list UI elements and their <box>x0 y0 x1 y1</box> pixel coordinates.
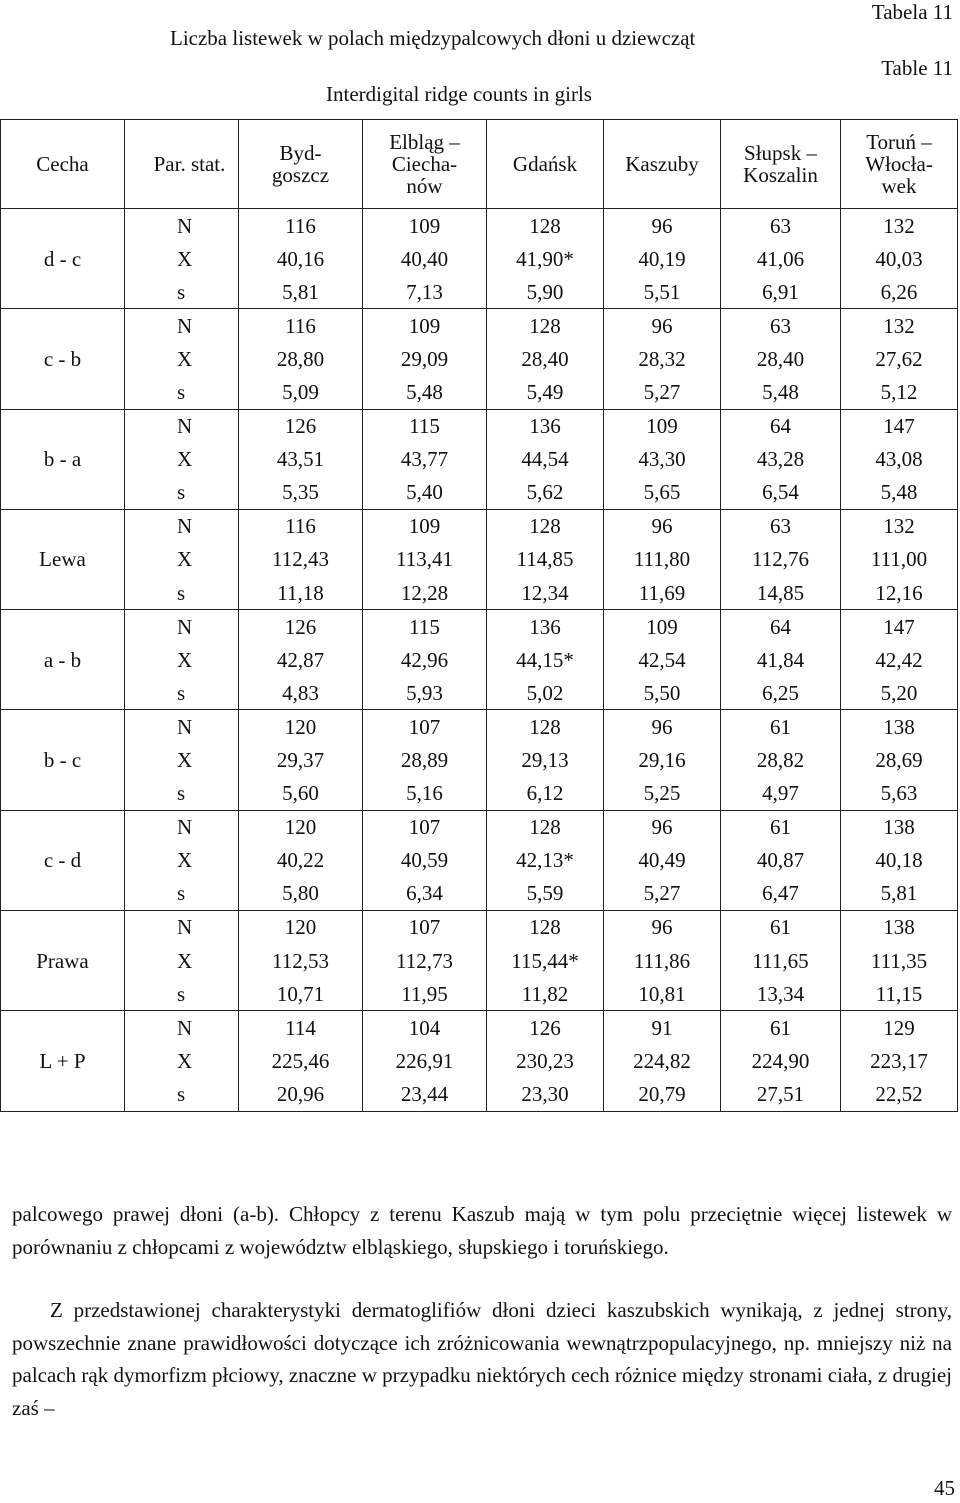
value-cell: 5,65 <box>604 476 721 510</box>
value-cell: 96 <box>604 509 721 543</box>
value-cell: 5,60 <box>239 777 363 811</box>
table-header-row <box>1 120 958 209</box>
table-row <box>1 1077 958 1111</box>
value-cell: 10,81 <box>604 977 721 1011</box>
value-cell: 224,90 <box>721 1044 841 1077</box>
value-cell: 28,40 <box>487 342 604 375</box>
stat-parameter-cell: N <box>125 209 239 243</box>
ridge-count-table <box>0 119 958 1112</box>
value-cell: 29,13 <box>487 744 604 777</box>
stat-parameter-cell: N <box>125 1011 239 1045</box>
stat-parameter-cell: X <box>125 242 239 275</box>
value-cell: 28,69 <box>841 744 958 777</box>
value-cell: 64 <box>721 610 841 644</box>
value-cell: 42,87 <box>239 643 363 676</box>
stat-parameter-cell: s <box>125 877 239 911</box>
value-cell: 112,73 <box>363 944 487 977</box>
value-cell: 5,27 <box>604 375 721 409</box>
body-paragraph-2: Z przedstawionej charakterystyki dermatoglifiów dłoni dzieci kaszubskich wynikają, z jednej strony, powszechnie znane prawidłowości dotyczące ich zróżnicowania wewnątrzpopulacyjnego, np. mniejszy niż na palcach rąk dymorfizm płciowy, znaczne w przypadku niektórych cech różnice między stronami ciała, z drugiej zaś – <box>12 1298 952 1420</box>
value-cell: 5,48 <box>721 375 841 409</box>
value-cell: 128 <box>487 810 604 844</box>
value-cell: 109 <box>363 209 487 243</box>
value-cell: 40,59 <box>363 844 487 877</box>
value-cell: 42,54 <box>604 643 721 676</box>
table-row <box>1 610 958 644</box>
value-cell: 5,51 <box>604 275 721 309</box>
value-cell: 44,15* <box>487 643 604 676</box>
value-cell: 226,91 <box>363 1044 487 1077</box>
value-cell: 116 <box>239 209 363 243</box>
trait-cell: b - c <box>1 710 125 810</box>
value-cell: 116 <box>239 509 363 543</box>
stat-parameter-cell: N <box>125 910 239 944</box>
value-cell: 40,22 <box>239 844 363 877</box>
value-cell: 4,97 <box>721 777 841 811</box>
value-cell: 28,40 <box>721 342 841 375</box>
value-cell: 22,52 <box>841 1077 958 1111</box>
table-row <box>1 209 958 243</box>
table-row <box>1 242 958 275</box>
value-cell: 41,90* <box>487 242 604 275</box>
value-cell: 5,09 <box>239 375 363 409</box>
table-row <box>1 1044 958 1077</box>
page-number: 45 <box>934 1476 955 1500</box>
value-cell: 5,48 <box>841 476 958 510</box>
value-cell: 5,93 <box>363 676 487 710</box>
value-cell: 109 <box>604 409 721 443</box>
value-cell: 6,12 <box>487 777 604 811</box>
value-cell: 29,09 <box>363 342 487 375</box>
value-cell: 96 <box>604 209 721 243</box>
value-cell: 114,85 <box>487 543 604 576</box>
value-cell: 10,71 <box>239 977 363 1011</box>
value-cell: 5,80 <box>239 877 363 911</box>
value-cell: 6,26 <box>841 275 958 309</box>
value-cell: 23,44 <box>363 1077 487 1111</box>
value-cell: 6,34 <box>363 877 487 911</box>
stat-parameter-cell: X <box>125 844 239 877</box>
value-cell: 42,96 <box>363 643 487 676</box>
table-row <box>1 309 958 343</box>
value-cell: 5,50 <box>604 676 721 710</box>
value-cell: 43,51 <box>239 443 363 476</box>
table-row <box>1 744 958 777</box>
trait-cell: Prawa <box>1 910 125 1010</box>
value-cell: 5,35 <box>239 476 363 510</box>
value-cell: 138 <box>841 810 958 844</box>
value-cell: 224,82 <box>604 1044 721 1077</box>
value-cell: 6,25 <box>721 676 841 710</box>
value-cell: 230,23 <box>487 1044 604 1077</box>
value-cell: 11,82 <box>487 977 604 1011</box>
value-cell: 29,37 <box>239 744 363 777</box>
stat-parameter-cell: X <box>125 342 239 375</box>
value-cell: 96 <box>604 810 721 844</box>
value-cell: 64 <box>721 409 841 443</box>
stat-parameter-cell: s <box>125 676 239 710</box>
header-slupsk-koszalin: Słupsk – Koszalin <box>721 120 841 209</box>
trait-cell: c - b <box>1 309 125 409</box>
table-row <box>1 676 958 710</box>
value-cell: 40,19 <box>604 242 721 275</box>
value-cell: 12,16 <box>841 576 958 610</box>
value-cell: 43,77 <box>363 443 487 476</box>
value-cell: 107 <box>363 710 487 744</box>
stat-parameter-cell: X <box>125 443 239 476</box>
value-cell: 128 <box>487 509 604 543</box>
stat-parameter-cell: s <box>125 275 239 309</box>
value-cell: 6,91 <box>721 275 841 309</box>
value-cell: 225,46 <box>239 1044 363 1077</box>
table-row <box>1 476 958 510</box>
stat-parameter-cell: X <box>125 744 239 777</box>
value-cell: 11,95 <box>363 977 487 1011</box>
value-cell: 42,42 <box>841 643 958 676</box>
value-cell: 112,43 <box>239 543 363 576</box>
stat-parameter-cell: X <box>125 944 239 977</box>
value-cell: 107 <box>363 810 487 844</box>
value-cell: 40,03 <box>841 242 958 275</box>
value-cell: 27,51 <box>721 1077 841 1111</box>
value-cell: 138 <box>841 710 958 744</box>
stat-parameter-cell: s <box>125 476 239 510</box>
header-bydgoszcz: Byd- goszcz <box>239 120 363 209</box>
stat-parameter-cell: X <box>125 1044 239 1077</box>
value-cell: 63 <box>721 209 841 243</box>
table-row <box>1 443 958 476</box>
value-cell: 43,30 <box>604 443 721 476</box>
value-cell: 5,25 <box>604 777 721 811</box>
value-cell: 6,47 <box>721 877 841 911</box>
table-number-pl: Tabela 11 <box>871 0 953 24</box>
value-cell: 111,00 <box>841 543 958 576</box>
value-cell: 6,54 <box>721 476 841 510</box>
value-cell: 11,69 <box>604 576 721 610</box>
value-cell: 5,59 <box>487 877 604 911</box>
value-cell: 111,80 <box>604 543 721 576</box>
stat-parameter-cell: N <box>125 409 239 443</box>
value-cell: 91 <box>604 1011 721 1045</box>
table-row <box>1 509 958 543</box>
value-cell: 109 <box>363 309 487 343</box>
stat-parameter-cell: s <box>125 375 239 409</box>
value-cell: 107 <box>363 910 487 944</box>
trait-cell: c - d <box>1 810 125 910</box>
table-row <box>1 375 958 409</box>
value-cell: 147 <box>841 610 958 644</box>
value-cell: 109 <box>363 509 487 543</box>
value-cell: 120 <box>239 810 363 844</box>
stat-parameter-cell: s <box>125 777 239 811</box>
value-cell: 12,28 <box>363 576 487 610</box>
trait-cell: L + P <box>1 1011 125 1111</box>
value-cell: 136 <box>487 409 604 443</box>
table-row <box>1 777 958 811</box>
value-cell: 28,32 <box>604 342 721 375</box>
value-cell: 147 <box>841 409 958 443</box>
stat-parameter-cell: X <box>125 643 239 676</box>
value-cell: 63 <box>721 509 841 543</box>
value-cell: 5,12 <box>841 375 958 409</box>
trait-cell: d - c <box>1 209 125 309</box>
value-cell: 11,18 <box>239 576 363 610</box>
table-row <box>1 643 958 676</box>
table-row <box>1 977 958 1011</box>
value-cell: 96 <box>604 309 721 343</box>
value-cell: 128 <box>487 910 604 944</box>
value-cell: 29,16 <box>604 744 721 777</box>
header-kaszuby: Kaszuby <box>604 120 721 209</box>
stat-parameter-cell: s <box>125 576 239 610</box>
value-cell: 112,53 <box>239 944 363 977</box>
value-cell: 63 <box>721 309 841 343</box>
value-cell: 129 <box>841 1011 958 1045</box>
value-cell: 111,86 <box>604 944 721 977</box>
value-cell: 128 <box>487 209 604 243</box>
value-cell: 61 <box>721 710 841 744</box>
value-cell: 11,15 <box>841 977 958 1011</box>
table-row <box>1 543 958 576</box>
value-cell: 5,48 <box>363 375 487 409</box>
trait-cell: a - b <box>1 610 125 710</box>
table-number-en: Table 11 <box>881 56 953 80</box>
value-cell: 5,62 <box>487 476 604 510</box>
value-cell: 5,40 <box>363 476 487 510</box>
value-cell: 109 <box>604 610 721 644</box>
value-cell: 61 <box>721 1011 841 1045</box>
value-cell: 120 <box>239 710 363 744</box>
value-cell: 14,85 <box>721 576 841 610</box>
value-cell: 116 <box>239 309 363 343</box>
value-cell: 113,41 <box>363 543 487 576</box>
value-cell: 27,62 <box>841 342 958 375</box>
value-cell: 61 <box>721 810 841 844</box>
value-cell: 43,28 <box>721 443 841 476</box>
table-row <box>1 810 958 844</box>
value-cell: 20,79 <box>604 1077 721 1111</box>
value-cell: 28,82 <box>721 744 841 777</box>
value-cell: 13,34 <box>721 977 841 1011</box>
value-cell: 7,13 <box>363 275 487 309</box>
table-row <box>1 409 958 443</box>
value-cell: 132 <box>841 509 958 543</box>
value-cell: 128 <box>487 309 604 343</box>
header-elblag-ciechanow: Elbląg – Ciecha- nów <box>363 120 487 209</box>
value-cell: 96 <box>604 910 721 944</box>
value-cell: 104 <box>363 1011 487 1045</box>
value-cell: 40,49 <box>604 844 721 877</box>
value-cell: 112,76 <box>721 543 841 576</box>
value-cell: 114 <box>239 1011 363 1045</box>
value-cell: 5,16 <box>363 777 487 811</box>
value-cell: 44,54 <box>487 443 604 476</box>
stat-parameter-cell: X <box>125 543 239 576</box>
header-cecha: Cecha <box>1 120 125 209</box>
table-row <box>1 910 958 944</box>
value-cell: 126 <box>239 409 363 443</box>
value-cell: 40,40 <box>363 242 487 275</box>
table-row <box>1 877 958 911</box>
value-cell: 20,96 <box>239 1077 363 1111</box>
value-cell: 5,27 <box>604 877 721 911</box>
value-cell: 115 <box>363 409 487 443</box>
value-cell: 61 <box>721 910 841 944</box>
value-cell: 28,80 <box>239 342 363 375</box>
value-cell: 115 <box>363 610 487 644</box>
value-cell: 5,20 <box>841 676 958 710</box>
stat-parameter-cell: N <box>125 509 239 543</box>
value-cell: 126 <box>239 610 363 644</box>
stat-parameter-cell: s <box>125 1077 239 1111</box>
value-cell: 40,18 <box>841 844 958 877</box>
value-cell: 128 <box>487 710 604 744</box>
value-cell: 138 <box>841 910 958 944</box>
stat-parameter-cell: N <box>125 710 239 744</box>
value-cell: 223,17 <box>841 1044 958 1077</box>
table-row <box>1 576 958 610</box>
body-paragraph-1: palcowego prawej dłoni (a-b). Chłopcy z terenu Kaszub mają w tym polu przeciętnie więcej listewek w porównaniu z chłopcami z województw elbląskiego, słupskiego i toruńskiego. <box>12 1202 952 1259</box>
value-cell: 23,30 <box>487 1077 604 1111</box>
value-cell: 28,89 <box>363 744 487 777</box>
value-cell: 111,35 <box>841 944 958 977</box>
value-cell: 40,16 <box>239 242 363 275</box>
header-torun-wloclawek: Toruń – Włocła- wek <box>841 120 958 209</box>
value-cell: 4,83 <box>239 676 363 710</box>
header-par-stat: Par. stat. <box>125 120 239 209</box>
value-cell: 43,08 <box>841 443 958 476</box>
table-title-pl: Liczba listewek w polach międzypalcowych dłoni u dziewcząt <box>170 26 696 50</box>
value-cell: 5,81 <box>841 877 958 911</box>
value-cell: 41,84 <box>721 643 841 676</box>
table-row <box>1 1011 958 1045</box>
table-row <box>1 944 958 977</box>
table-row <box>1 710 958 744</box>
value-cell: 115,44* <box>487 944 604 977</box>
trait-cell: b - a <box>1 409 125 509</box>
stat-parameter-cell: N <box>125 810 239 844</box>
value-cell: 96 <box>604 710 721 744</box>
value-cell: 12,34 <box>487 576 604 610</box>
value-cell: 5,81 <box>239 275 363 309</box>
value-cell: 136 <box>487 610 604 644</box>
table-title-en: Interdigital ridge counts in girls <box>326 82 592 106</box>
value-cell: 40,87 <box>721 844 841 877</box>
trait-cell: Lewa <box>1 509 125 609</box>
stat-parameter-cell: N <box>125 610 239 644</box>
table-row <box>1 342 958 375</box>
value-cell: 126 <box>487 1011 604 1045</box>
table-row <box>1 844 958 877</box>
value-cell: 132 <box>841 309 958 343</box>
stat-parameter-cell: s <box>125 977 239 1011</box>
value-cell: 5,90 <box>487 275 604 309</box>
table-row <box>1 275 958 309</box>
value-cell: 5,02 <box>487 676 604 710</box>
value-cell: 41,06 <box>721 242 841 275</box>
value-cell: 5,63 <box>841 777 958 811</box>
stat-parameter-cell: N <box>125 309 239 343</box>
value-cell: 5,49 <box>487 375 604 409</box>
header-gdansk: Gdańsk <box>487 120 604 209</box>
value-cell: 120 <box>239 910 363 944</box>
value-cell: 111,65 <box>721 944 841 977</box>
value-cell: 42,13* <box>487 844 604 877</box>
value-cell: 132 <box>841 209 958 243</box>
